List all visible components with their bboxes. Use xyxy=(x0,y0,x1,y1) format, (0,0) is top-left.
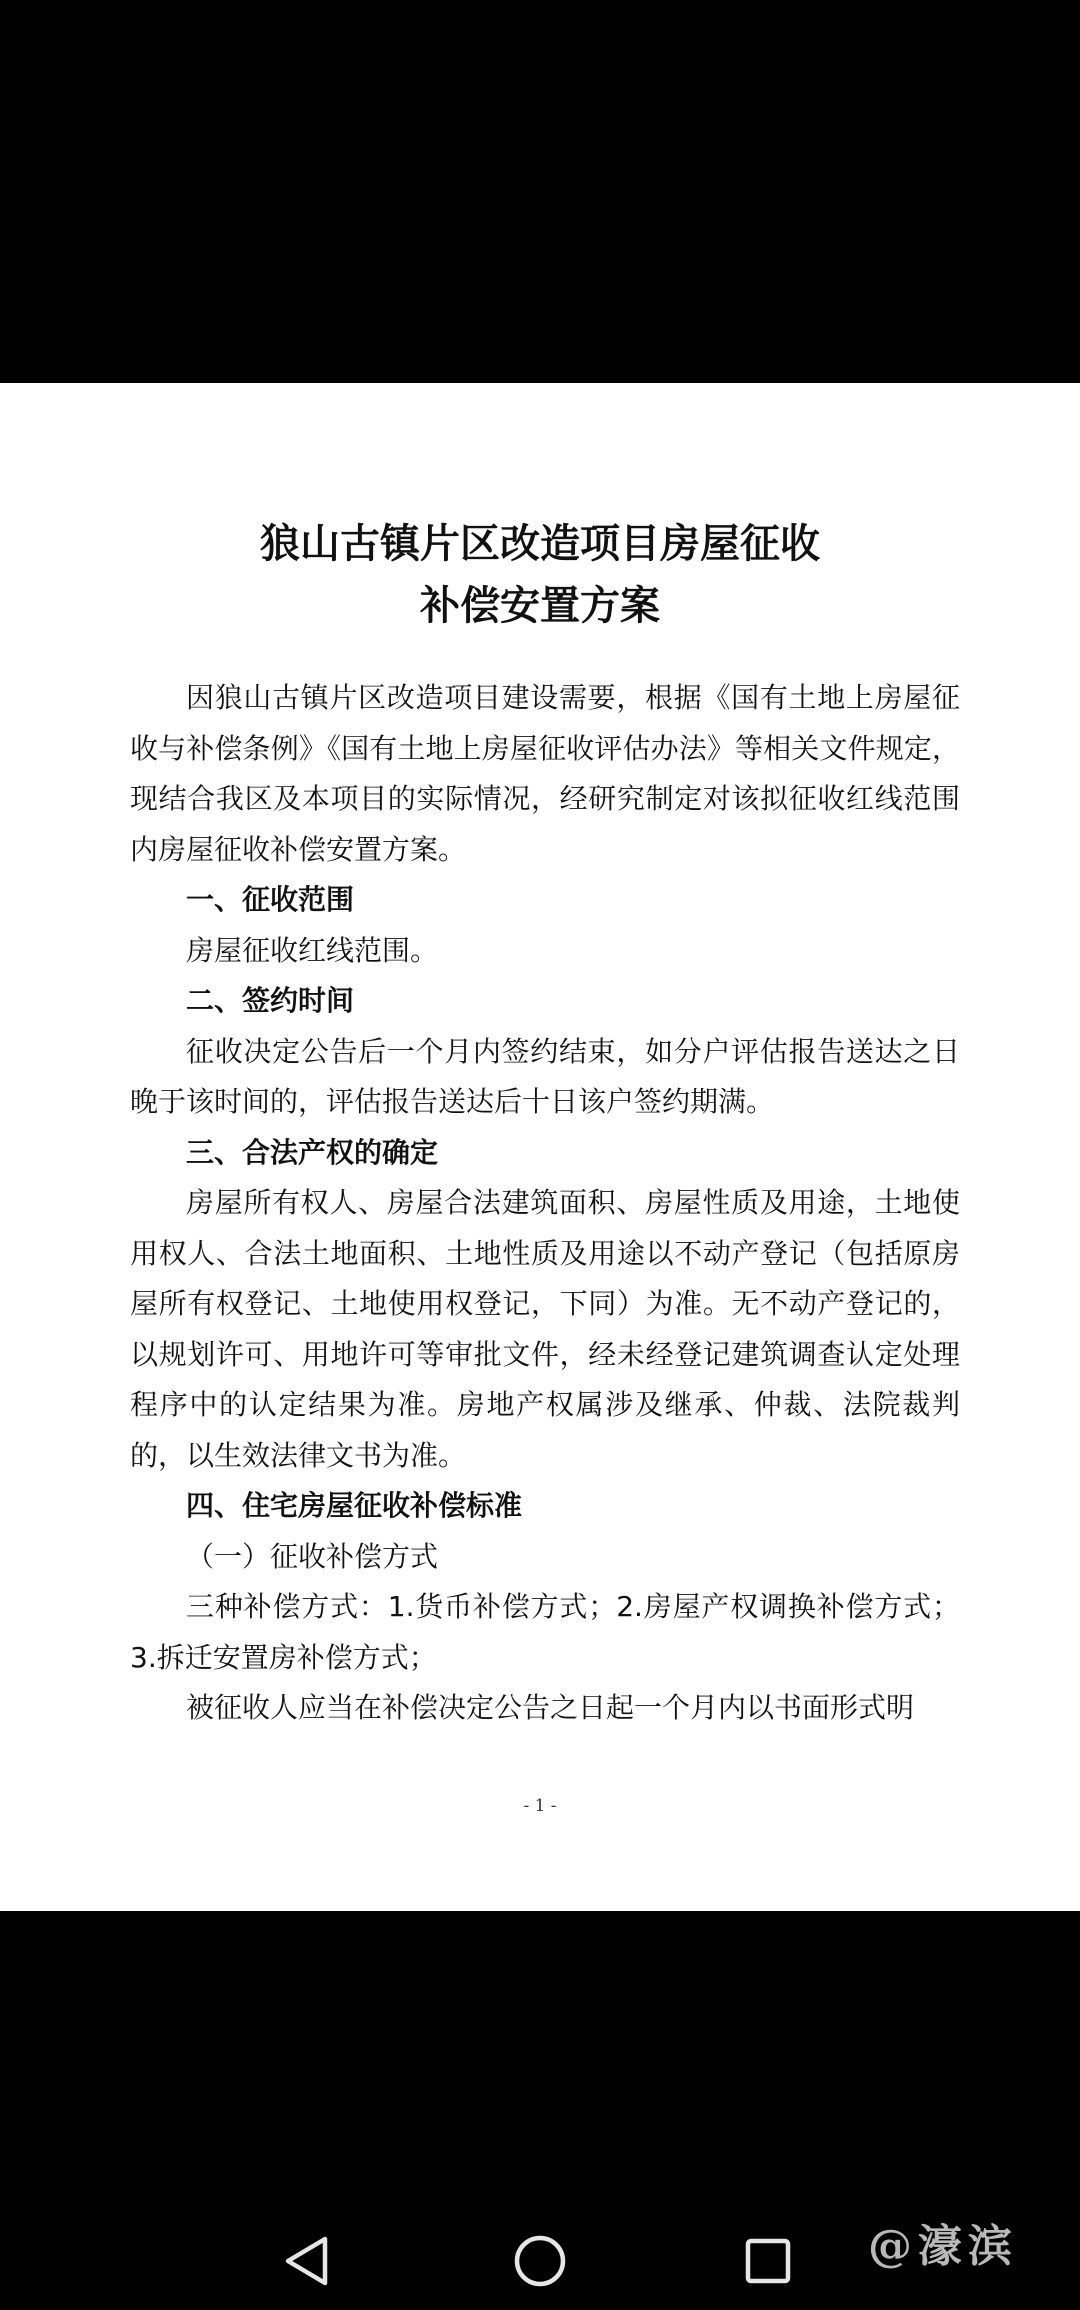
intro-paragraph: 因狼山古镇片区改造项目建设需要，根据《国有土地上房屋征收与补偿条例》《国有土地上房屋征收评估办法》等相关文件规定，现结合我区及本项目的实际情况，经研究制定对该拟征收红线范围内房屋征收补偿安置方案。 xyxy=(130,681,960,866)
document-title xyxy=(0,513,1080,637)
back-button[interactable] xyxy=(268,2221,348,2301)
section-1-text: 房屋征收红线范围。 xyxy=(186,933,439,967)
section-2-text: 征收决定公告后一个月内签约结束，如分户评估报告送达之日晚于该时间的，评估报告送达后十日该户签约期满。 xyxy=(130,1034,960,1118)
title-line-2: 补偿安置方案 xyxy=(420,582,660,629)
section-4-text-2: 被征收人应当在补偿决定公告之日起一个月内以书面形式明 xyxy=(186,1691,915,1724)
title-line-1: 狼山古镇片区改造项目房屋征收 xyxy=(260,520,820,567)
page-number: - 1 - xyxy=(523,1796,557,1816)
home-circle-icon xyxy=(510,2231,570,2291)
section-2-heading: 二、签约时间 xyxy=(186,984,355,1017)
section-1-heading: 一、征收范围 xyxy=(186,883,355,916)
watermark: @濠滨 xyxy=(868,2221,1018,2272)
section-3-heading: 三、合法产权的确定 xyxy=(186,1135,439,1169)
back-triangle-icon xyxy=(278,2231,338,2291)
section-4-text-1: 三种补偿方式：1.货币补偿方式；2.房屋产权调换补偿方式；3.拆迁安置房补偿方式； xyxy=(130,1590,960,1674)
recent-square-icon xyxy=(738,2231,798,2291)
home-button[interactable] xyxy=(500,2221,580,2301)
top-black-bar xyxy=(0,0,1080,383)
section-4-subheading: （一）征收补偿方式 xyxy=(186,1539,439,1573)
section-3-text: 房屋所有权人、房屋合法建筑面积、房屋性质及用途，土地使用权人、合法土地面积、土地性质及用途以不动产登记（包括原房屋所有权登记、土地使用权登记，下同）为准。无不动产登记的，以规划许可、用地许可等审批文件，经未经登记建筑调查认定处理程序中的认定结果为准。房地产权属涉及继承、仲裁、法院裁判的，以生效法律文书为准。 xyxy=(130,1186,960,1472)
document-page[interactable] xyxy=(0,383,1080,1911)
recent-apps-button[interactable] xyxy=(728,2221,808,2301)
section-4-heading: 四、住宅房屋征收补偿标准 xyxy=(186,1489,523,1522)
document-body xyxy=(130,673,960,1734)
